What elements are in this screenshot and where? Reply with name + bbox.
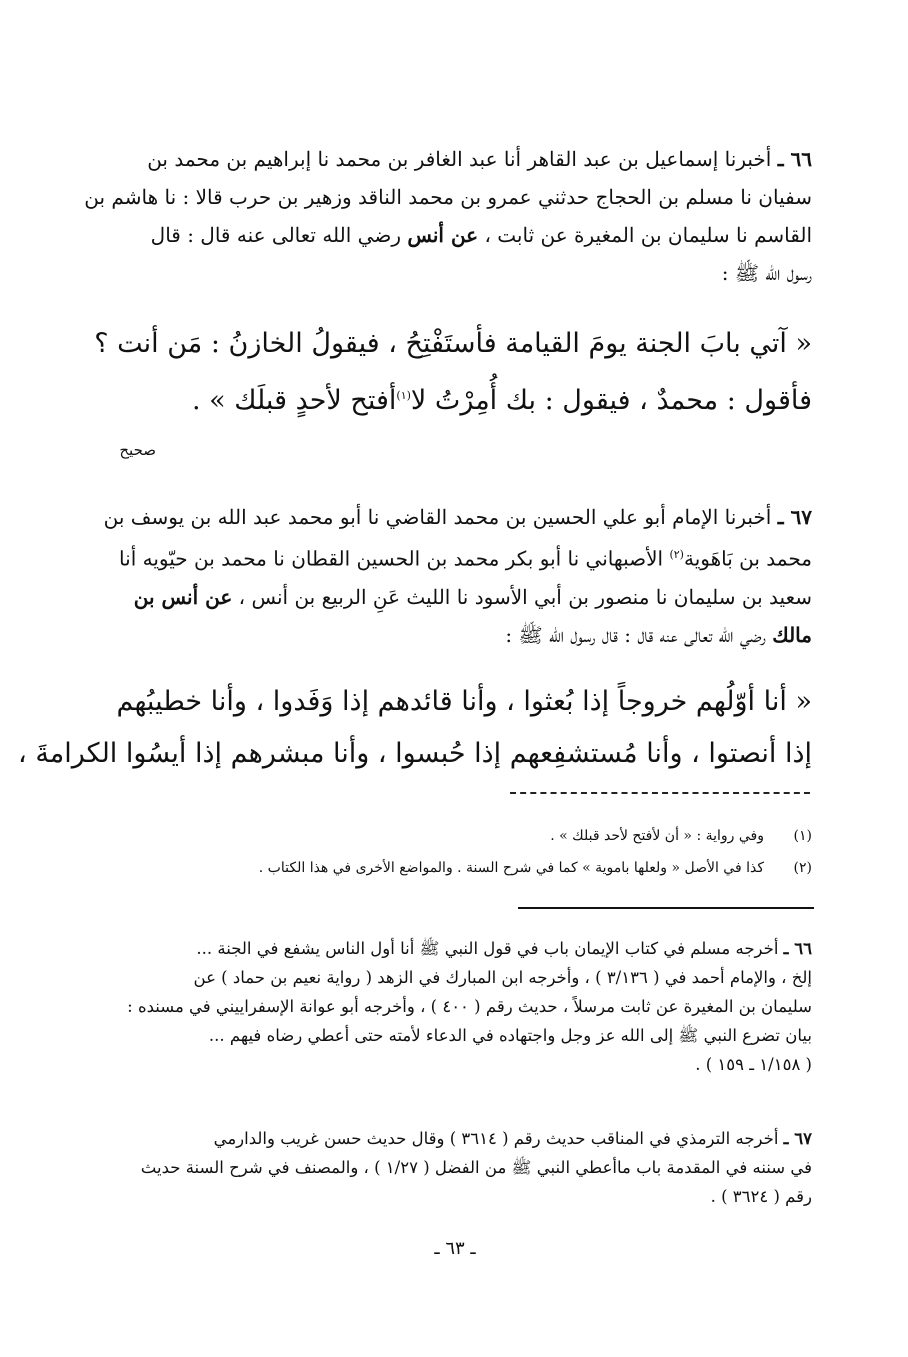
takhrij-number: ٦٧ ـ (783, 1129, 812, 1148)
footnote-ref: (٢) (669, 548, 684, 561)
takhrij-line: في سننه في المقدمة باب ماأعطي النبي ﷺ من الفضل ( ١/٢٧ ) ، والمصنف في شرح السنة حديث (140, 1158, 812, 1177)
isnad-line (112, 216, 812, 254)
narrator-name: عن أنس بن (133, 584, 233, 609)
takhrij-line: إلخ ، والإمام أحمد في ( ٣/١٣٦ ) ، وأخرجه ابن المبارك في الزهد ( رواية نعيم بن حماد ) عن (193, 968, 812, 987)
matn-text: فأقول : محمدٌ ، فيقول : بك أُمِرْتُ لا (410, 385, 812, 416)
hadith-number: ٦٧ ـ (777, 505, 812, 529)
hadith-grade: صحيح (119, 441, 156, 459)
isnad-text: سعيد بن سليمان نا منصور بن أبي الأسود نا الليث عَنِ الربيع بن أنس ، (238, 584, 812, 609)
hadith-67-matn (18, 676, 812, 780)
hadith-66-isnad (84, 140, 812, 292)
footnote-separator (510, 792, 810, 794)
footnote-text: كذا في الأصل « ولعلها باموية » كما في شرح السنة . والمواضع الأخرى في هذا الكتاب . (258, 860, 764, 876)
footnote (230, 824, 812, 848)
takhrij-text: أخرجه الترمذي في المناقب حديث رقم ( ٣٦١٤ ) وقال حديث حسن غريب والدارمي (213, 1129, 779, 1148)
isnad-line (112, 578, 812, 616)
isnad-line: سفيان نا مسلم بن الحجاج حدثني عمرو بن محمد الناقد وزهير بن حرب قالا : نا هاشم بن (84, 185, 812, 209)
takhrij-line (112, 1124, 812, 1153)
hadith-67-isnad (103, 498, 812, 654)
isnad-line: رسول الله ﷺ : (721, 261, 812, 285)
isnad-line (112, 536, 812, 578)
isnad-line (112, 140, 812, 178)
hadith-66-matn (94, 318, 812, 427)
isnad-text: أخبرنا الإمام أبو علي الحسين بن محمد القاضي نا أبو محمد عبد الله بن يوسف بن (103, 505, 772, 529)
matn-line: إذا أنصتوا ، وأنا مُستشفِعهم إذا حُبسوا ، وأنا مبشرهم إذا أيسُوا الكرامةَ ، (18, 738, 812, 769)
takhrij-line (112, 934, 812, 963)
hadith-number: ٦٦ ـ (777, 147, 812, 171)
matn-line: « آتي بابَ الجنة يومَ القيامة فأستَفْتِحُ ، فيقولُ الخازنُ : مَن أنت ؟ (94, 328, 812, 359)
takhrij-line: بيان تضرع النبي ﷺ إلى الله عز وجل واجتهاده في الدعاء لأمته حتى أعطي رضاه فيهم ... (208, 1026, 812, 1045)
takhrij-66 (112, 934, 812, 1079)
footnote-number: (٢) (793, 860, 812, 876)
isnad-text: محمد بن بَاهَوية (683, 546, 812, 571)
page-number: ـ ٦٣ ـ (434, 1238, 476, 1259)
isnad-text: الأصبهاني نا أبو بكر محمد بن الحسين القطان نا محمد بن حيّويه أنا (119, 546, 664, 571)
footnote-number: (١) (793, 828, 812, 844)
isnad-line (112, 616, 812, 654)
takhrij-text: أخرجه مسلم في كتاب الإيمان باب في قول النبي ﷺ أنا أول الناس يشفع في الجنة ... (196, 939, 779, 958)
footnote-ref: (١) (396, 389, 411, 402)
narrator-name: عن أنس (407, 223, 479, 247)
narrator-name: مالك (772, 622, 812, 647)
takhrij-line: سليمان بن المغيرة عن ثابت مرسلاً ، حديث رقم ( ٤٠٠ ) ، وأخرجه أبو عوانة الإسفراييني في مسنده : (127, 997, 812, 1016)
isnad-text: رضي الله تعالى عنه قال : قال رسول الله ﷺ : (505, 622, 766, 647)
takhrij-number: ٦٦ ـ (783, 939, 812, 958)
matn-line (112, 370, 812, 427)
matn-line: « أنا أوّلُهم خروجاً إذا بُعثوا ، وأنا قائدهم إذا وَفَدوا ، وأنا خطيبُهم (116, 686, 812, 717)
takhrij-line: ( ١/١٥٨ ـ ١٥٩ ) . (695, 1055, 812, 1074)
isnad-text: أخبرنا إسماعيل بن عبد القاهر أنا عبد الغافر بن محمد نا إبراهيم بن محمد بن (147, 147, 772, 171)
matn-text: أفتح لأحدٍ قبلَك » . (191, 385, 397, 416)
takhrij-line: رقم ( ٣٦٢٤ ) . (710, 1187, 812, 1206)
footnote-text: وفي رواية : « أن لأفتح لأحد قبلك » . (550, 828, 764, 844)
takhrij-67 (112, 1124, 812, 1211)
isnad-text: القاسم نا سليمان بن المغيرة عن ثابت ، (484, 223, 812, 247)
takhrij-separator (518, 907, 814, 909)
footnote (230, 856, 812, 880)
isnad-text: رضي الله تعالى عنه قال : قال (150, 223, 401, 247)
isnad-line (103, 498, 812, 536)
